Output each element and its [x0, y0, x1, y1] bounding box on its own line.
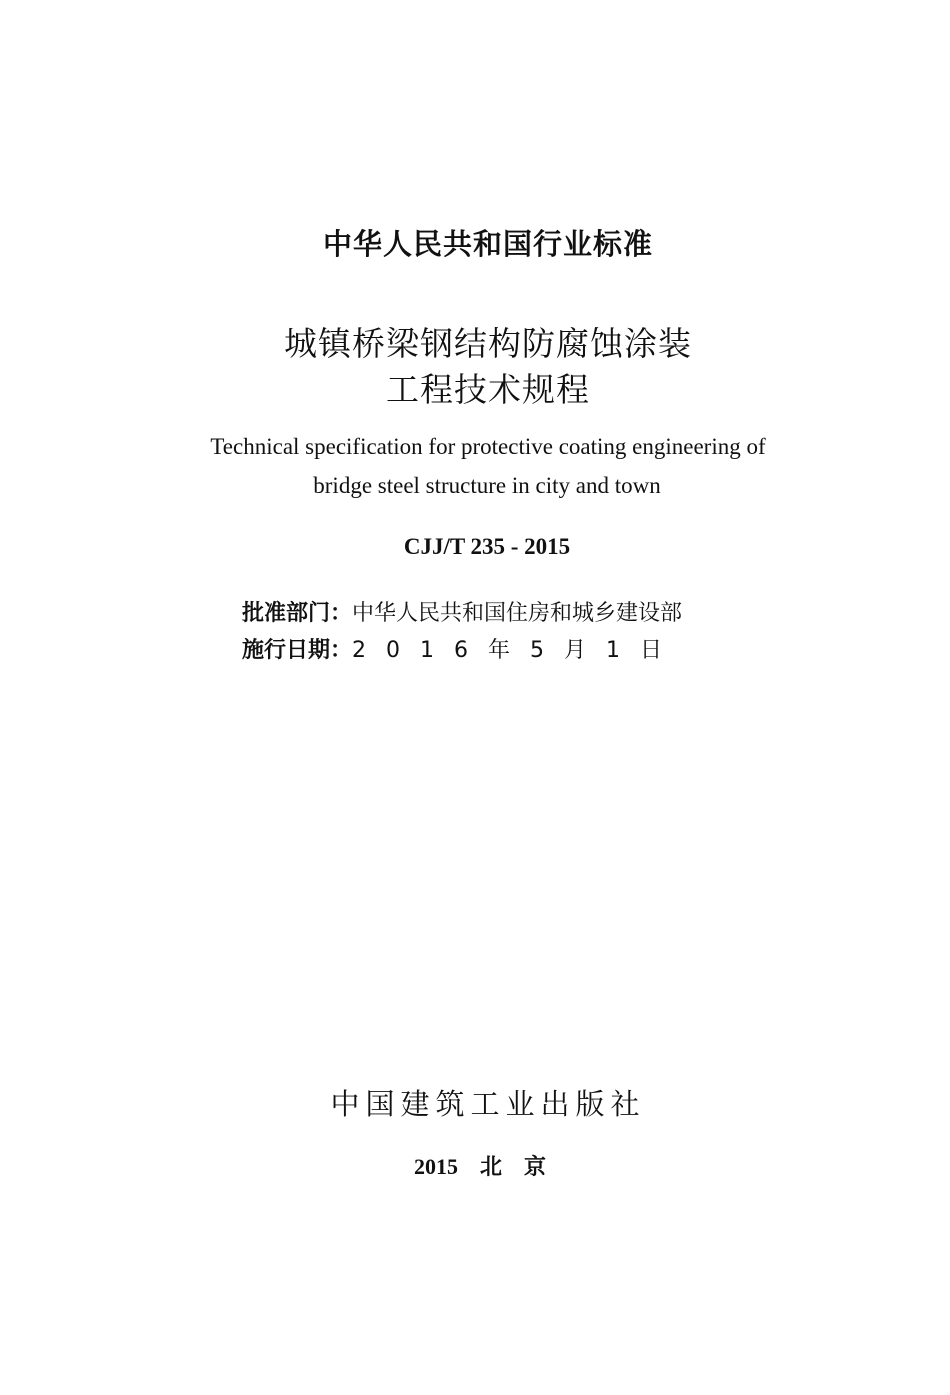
publication-city: 北京 — [479, 1155, 568, 1180]
publisher: 中国建筑工业出版社 — [330, 1087, 646, 1121]
title-en-line-1: Technical specification for protective coating engineering of — [210, 434, 766, 459]
approval-department — [242, 596, 682, 627]
title-en-line-2: bridge steel structure in city and town — [313, 473, 661, 498]
effective-date — [242, 633, 682, 664]
standard-code: CJJ/T 235 - 2015 — [403, 534, 571, 559]
standard-type: 中华人民共和国行业标准 — [322, 227, 653, 261]
title-cn-line-2: 工程技术规程 — [386, 370, 590, 409]
approval-value: 中华人民共和国住房和城乡建设部 — [352, 601, 683, 626]
publication-place-year — [16, 1150, 950, 1181]
approval-label: 批准部门： — [242, 601, 353, 626]
effective-date-label: 施行日期： — [242, 638, 353, 663]
publication-year: 2015 — [413, 1154, 458, 1179]
title-cn-line-1: 城镇桥梁钢结构防腐蚀涂装 — [284, 324, 692, 363]
effective-date-value: 2016年5月1日 — [352, 638, 682, 663]
